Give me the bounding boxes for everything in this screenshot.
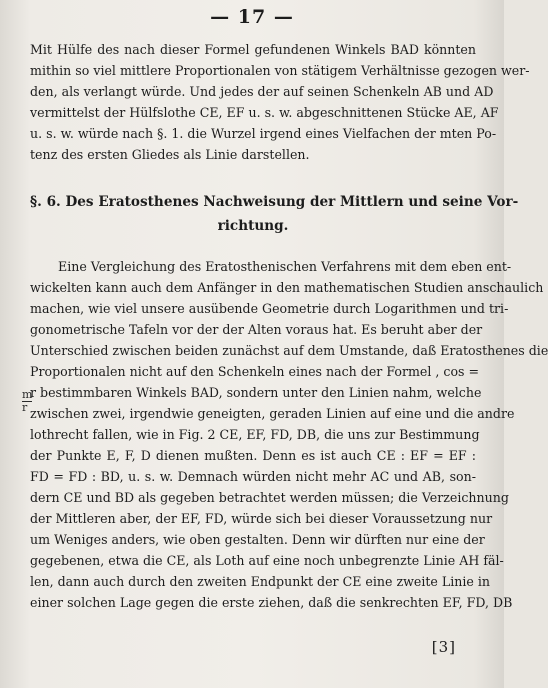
- text-line: tenz des ersten Gliedes als Linie darstellen.: [30, 147, 310, 162]
- text-line: u. s. w. würde nach §. 1. die Wurzel irgend eines Vielfachen der mten Po-: [30, 126, 497, 141]
- text-line: dern CE und BD als gegeben betrachtet werden müssen; die Verzeichnung: [30, 490, 509, 505]
- text-line: r bestimmbaren Winkels BAD, sondern unter den Linien nahm, welche: [30, 385, 482, 400]
- text-line: Proportionalen nicht auf den Schenkeln eines nach der Formel , cos =: [30, 364, 480, 379]
- text-line: gonometrische Tafeln vor der der Alten voraus hat. Es beruht aber der: [30, 322, 483, 337]
- text-line: zwischen zwei, irgendwie geneigten, geraden Linien auf eine und die andre: [30, 406, 515, 421]
- text-line: der Punkte E, F, D dienen mußten. Denn es ist auch CE : EF = EF :: [30, 448, 476, 463]
- text-line: den, als verlangt würde. Und jedes der auf seinen Schenkeln AB und AD: [30, 84, 494, 99]
- text-line: Unterschied zwischen beiden zunächst auf dem Umstande, daß Eratosthenes die: [30, 343, 548, 358]
- section-title-line-2: richtung.: [217, 218, 289, 234]
- text-line: wickelten kann auch dem Anfänger in den mathematischen Studien anschaulich: [30, 280, 544, 295]
- text-line: Mit Hülfe des nach dieser Formel gefundenen Winkels BAD könnten: [30, 42, 476, 57]
- text-line: Eine Vergleichung des Eratosthenischen Verfahrens mit dem eben ent-: [58, 259, 512, 274]
- signature-mark: [3]: [431, 638, 456, 656]
- paragraph-1: [30, 39, 530, 165]
- text-line: machen, wie viel unsere ausübende Geometrie durch Logarithmen und tri-: [30, 301, 509, 316]
- text-line: gegebenen, etwa die CE, als Loth auf eine noch unbegrenzte Linie AH fäl-: [30, 553, 504, 568]
- page-number: — 17 —: [210, 6, 294, 28]
- text-line: einer solchen Lage gegen die erste ziehen, daß die senkrechten EF, FD, DB: [30, 595, 513, 610]
- text-line: FD = FD : BD, u. s. w. Demnach würden nicht mehr AC und AB, son-: [30, 469, 476, 484]
- text-line: lothrecht fallen, wie in Fig. 2 CE, EF, FD, DB, die uns zur Bestimmung: [30, 427, 480, 442]
- text-line: len, dann auch durch den zweiten Endpunkt der CE eine zweite Linie in: [30, 574, 490, 589]
- section-heading: [30, 190, 519, 238]
- text-line: um Weniges anders, wie oben gestalten. Denn wir dürften nur eine der: [30, 532, 485, 547]
- fraction-bottom: r: [22, 401, 28, 414]
- text-line: vermittelst der Hülfslothe CE, EF u. s. w. abgeschnittenen Stücke AE, AF: [30, 105, 499, 120]
- fraction-top: m: [22, 388, 33, 401]
- paragraph-2: [30, 256, 548, 613]
- section-title-line-1: §. 6. Des Eratosthenes Nachweisung der Mittlern und seine Vor-: [30, 194, 519, 210]
- fraction-m-over-r: [22, 390, 32, 413]
- text-line: der Mittleren aber, der EF, FD, würde sich bei dieser Voraussetzung nur: [30, 511, 493, 526]
- text-line: mithin so viel mittlere Proportionalen von stätigem Verhältnisse gezogen wer-: [30, 63, 530, 78]
